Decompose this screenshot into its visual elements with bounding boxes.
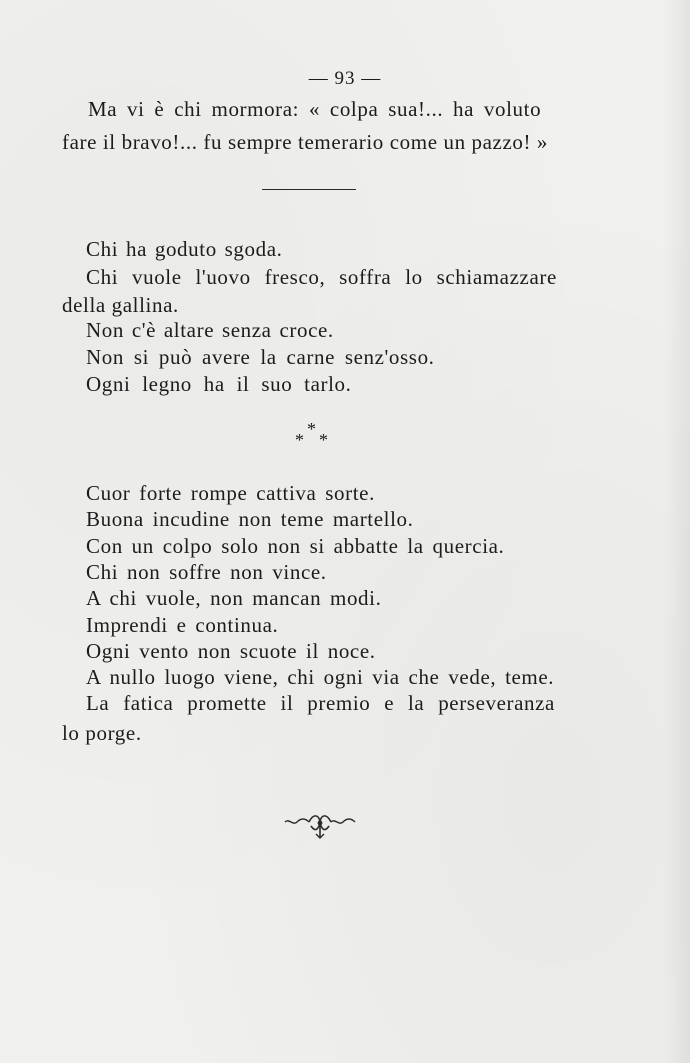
proverb-line: Chi vuole l'uovo fresco, soffra lo schiamazzare [86, 265, 557, 289]
opening-line-2: fare il bravo!... fu sempre temerario come un pazzo! » [62, 130, 549, 154]
proverb-line: Non si può avere la carne senz'osso. [86, 345, 435, 369]
proverb-line: Ogni vento non scuote il noce. [86, 639, 376, 663]
end-ornament-icon [283, 810, 357, 844]
proverb-line: lo porge. [62, 721, 142, 745]
proverb-line: della gallina. [62, 293, 179, 317]
proverb-line: Chi non soffre non vince. [86, 560, 327, 584]
proverb-line: Imprendi e continua. [86, 613, 279, 637]
proverb-line: Ogni legno ha il suo tarlo. [86, 372, 352, 396]
proverb-line: A chi vuole, non mancan modi. [86, 586, 382, 610]
asterism-star-top: * [307, 419, 316, 439]
page-edge-shadow [664, 0, 690, 1063]
section-divider-rule [262, 189, 356, 190]
proverb-line: Chi ha goduto sgoda. [86, 237, 283, 261]
opening-line-1: Ma vi è chi mormora: « colpa sua!... ha voluto [88, 97, 542, 121]
proverb-line: Con un colpo solo non si abbatte la quercia. [86, 534, 505, 558]
proverb-line: La fatica promette il premio e la perseveranza [86, 691, 555, 715]
proverb-line: Buona incudine non teme martello. [86, 507, 414, 531]
asterism-separator [293, 419, 343, 452]
proverb-line: Cuor forte rompe cattiva sorte. [86, 481, 375, 505]
proverb-line: Non c'è altare senza croce. [86, 318, 334, 342]
asterism-star-left: * [295, 430, 304, 450]
proverb-line: A nullo luogo viene, chi ogni via che vede, teme. [86, 665, 555, 689]
asterism-star-right: * [319, 430, 328, 450]
page-number: — 93 — [308, 68, 382, 89]
